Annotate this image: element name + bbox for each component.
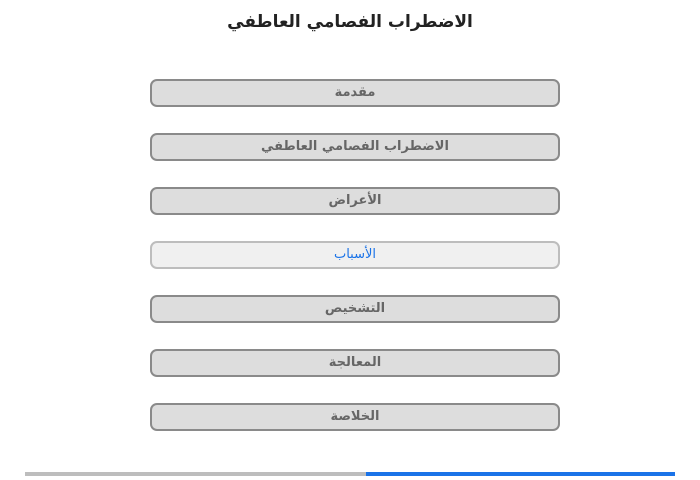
menu-item-causes[interactable]: الأسباب xyxy=(150,241,560,269)
menu-item-introduction[interactable]: مقدمة xyxy=(150,79,560,107)
menu-item-treatment[interactable]: المعالجة xyxy=(150,349,560,377)
progress-bar-fill xyxy=(366,472,675,476)
section-menu xyxy=(150,79,560,457)
menu-item-symptoms[interactable]: الأعراض xyxy=(150,187,560,215)
menu-item-conclusion[interactable]: الخلاصة xyxy=(150,403,560,431)
progress-bar xyxy=(25,472,675,476)
menu-item-diagnosis[interactable]: التشخيص xyxy=(150,295,560,323)
page-title: الاضطراب الفصامي العاطفي xyxy=(227,12,473,32)
menu-item-schizoaffective-disorder[interactable]: الاضطراب الفصامي العاطفي xyxy=(150,133,560,161)
